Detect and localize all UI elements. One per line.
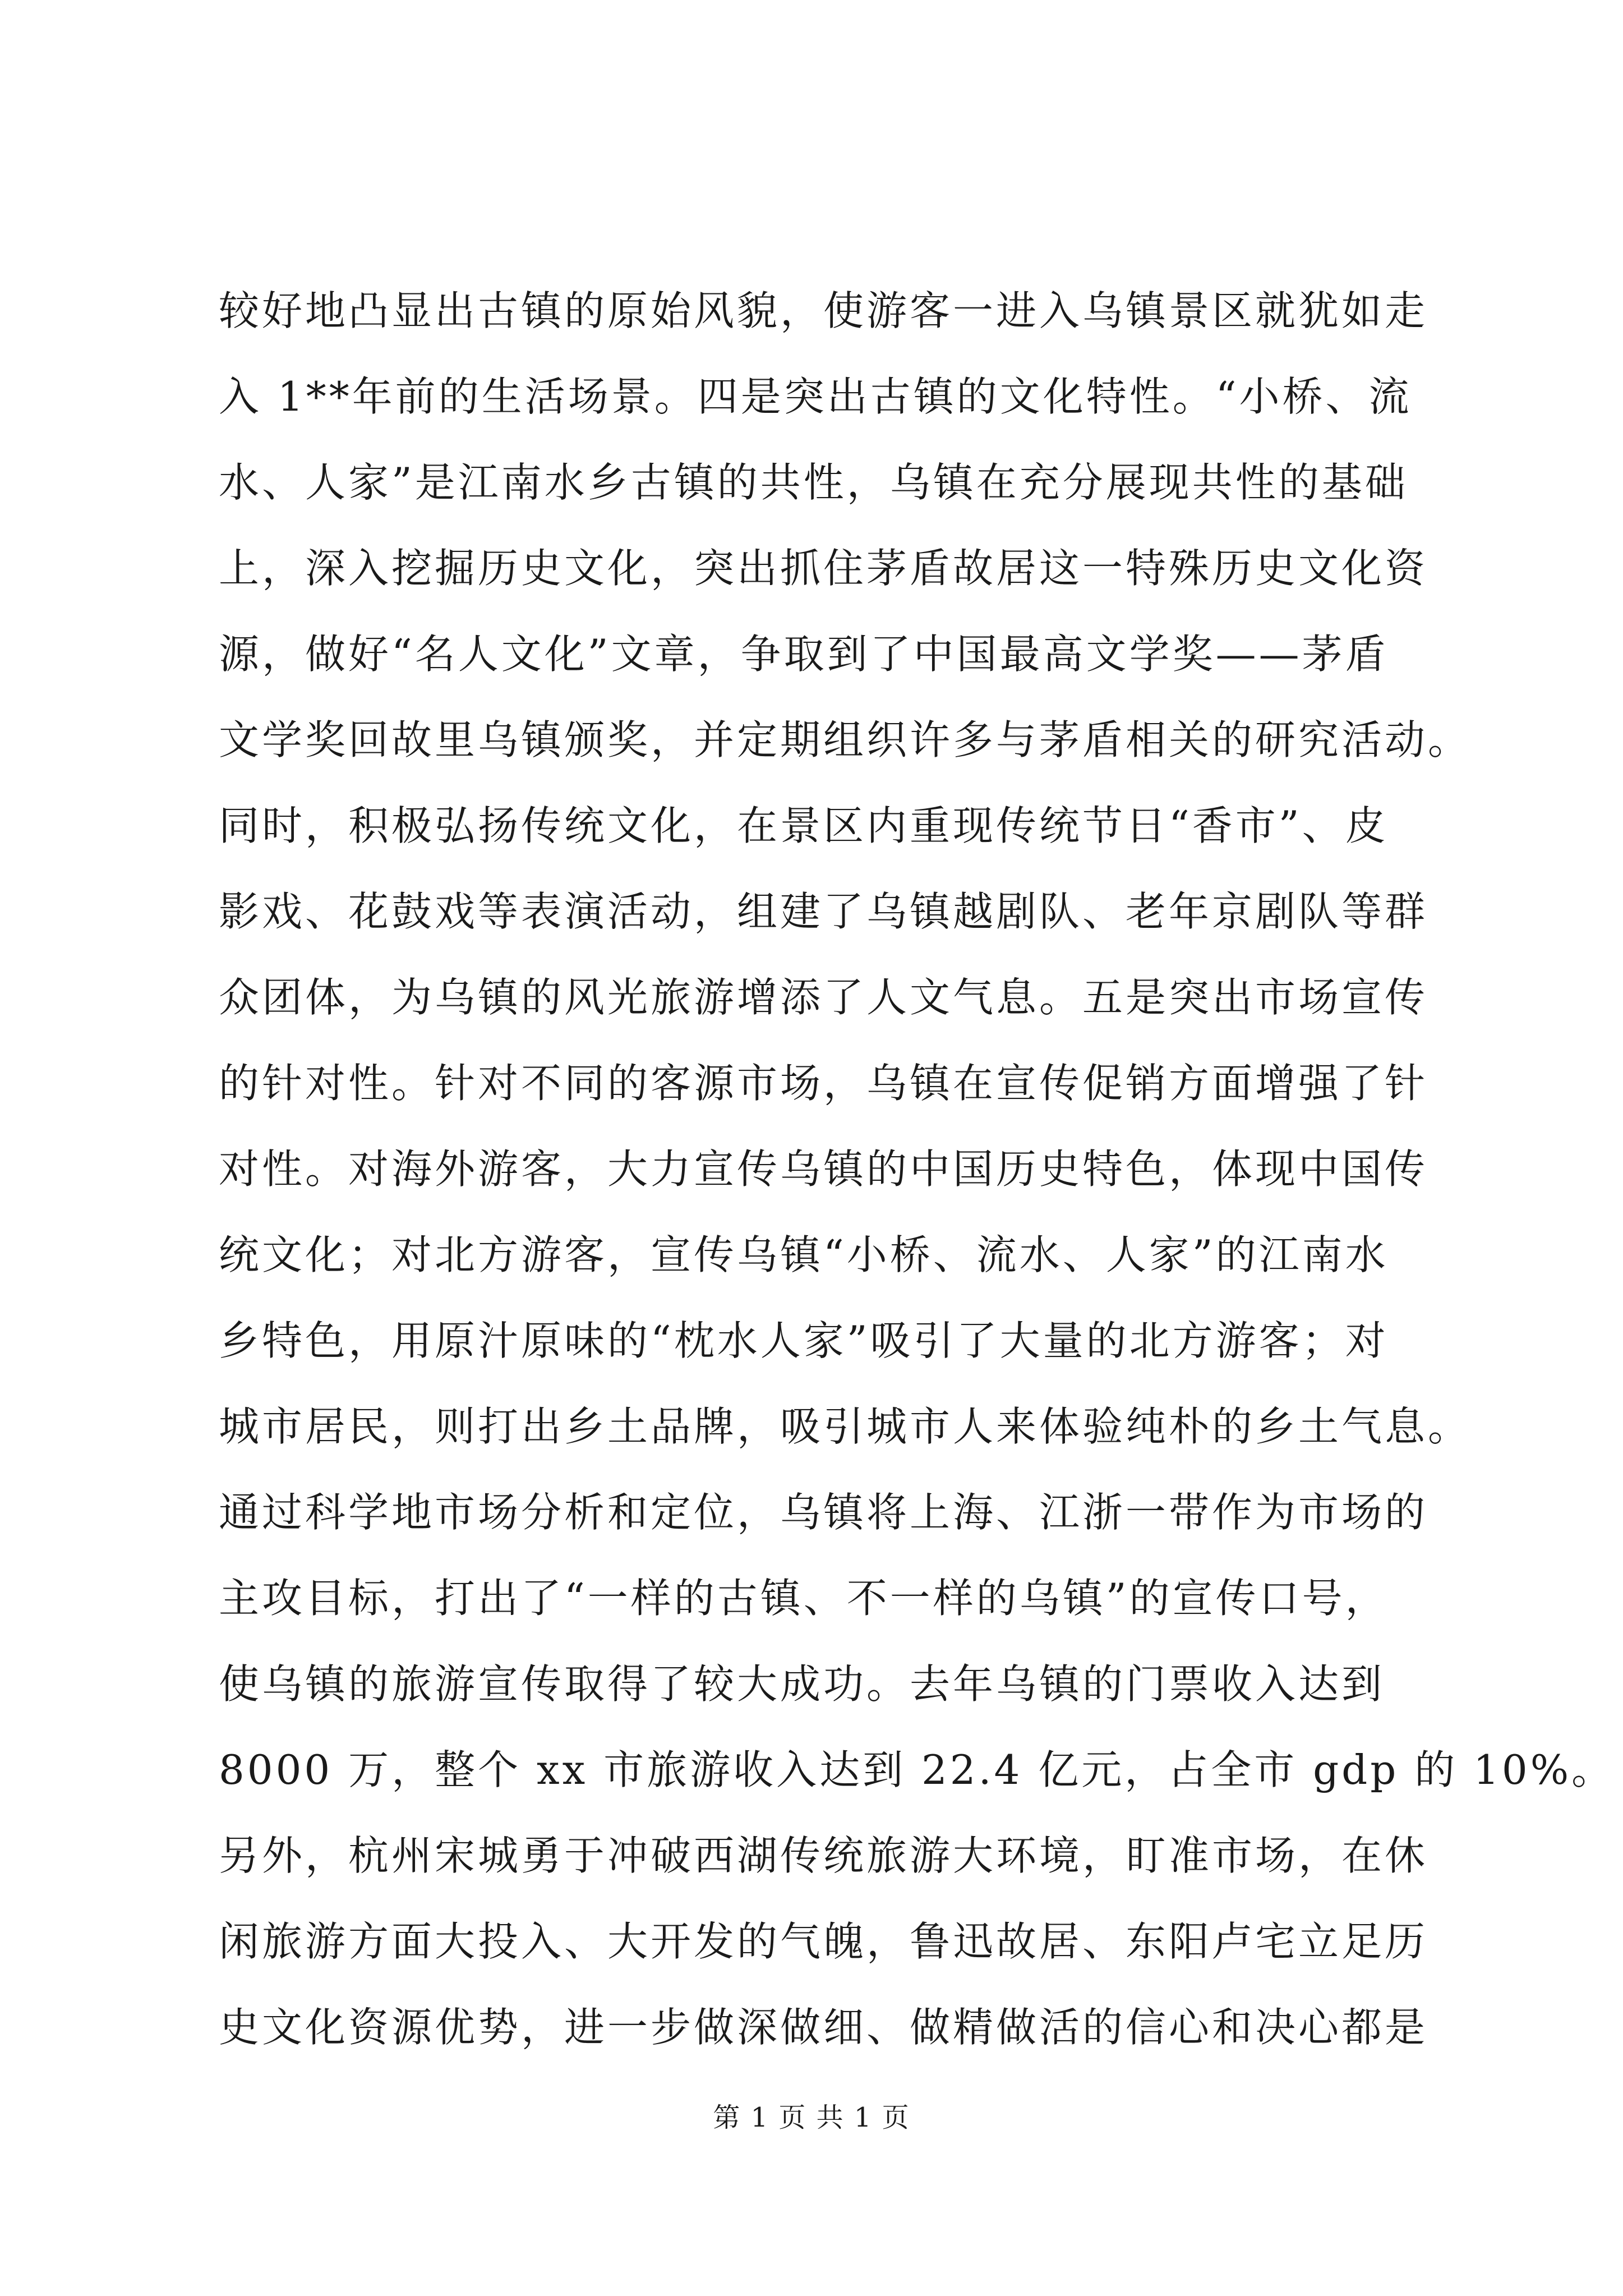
text-line: 另外，杭州宋城勇于冲破西湖传统旅游大环境，盯准市场，在休 (219, 1832, 1428, 1879)
text-line: 统文化；对北方游客，宣传乌镇“小桥、流水、人家”的江南水 (219, 1231, 1389, 1278)
text-line: 通过科学地市场分析和定位，乌镇将上海、江浙一带作为市场的 (219, 1489, 1428, 1536)
text-line: 对性。对海外游客，大力宣传乌镇的中国历史特色，体现中国传 (219, 1145, 1428, 1193)
text-line: 源，做好“名人文化”文章，争取到了中国最高文学奖——茅盾 (219, 631, 1389, 678)
page-number-label: 第 1 页 共 1 页 (713, 2102, 910, 2133)
text-line: 众团体，为乌镇的风光旅游增添了人文气息。五是突出市场宣传 (219, 974, 1428, 1021)
text-line: 主攻目标，打出了“一样的古镇、不一样的乌镇”的宣传口号， (219, 1575, 1389, 1622)
text-line: 使乌镇的旅游宣传取得了较大成功。去年乌镇的门票收入达到 (219, 1660, 1385, 1708)
text-line: 水、人家”是江南水乡古镇的共性，乌镇在充分展现共性的基础 (219, 459, 1408, 506)
text-line: 影戏、花鼓戏等表演活动，组建了乌镇越剧队、老年京剧队等群 (219, 888, 1428, 935)
page-footer (0, 2101, 1623, 2134)
text-line: 城市居民，则打出乡土品牌，吸引城市人来体验纯朴的乡土气息。 (219, 1403, 1472, 1450)
body-text (219, 268, 1615, 2070)
text-line: 乡特色，用原汁原味的“枕水人家”吸引了大量的北方游客；对 (219, 1317, 1389, 1364)
text-line: 8000 万，整个 xx 市旅游收入达到 22.4 亿元，占全市 gdp 的 10%。 (219, 1746, 1615, 1793)
text-line: 上，深入挖掘历史文化，突出抓住茅盾故居这一特殊历史文化资 (219, 545, 1428, 592)
text-line: 文学奖回故里乌镇颁奖，并定期组织许多与茅盾相关的研究活动。 (219, 716, 1472, 763)
text-line: 闲旅游方面大投入、大开发的气魄，鲁迅故居、东阳卢宅立足历 (219, 1918, 1428, 1965)
text-line: 同时，积极弘扬传统文化，在景区内重现传统节日“香市”、皮 (219, 802, 1389, 849)
text-line: 史文化资源优势，进一步做深做细、做精做活的信心和决心都是 (219, 2004, 1428, 2051)
text-line: 入 1**年前的生活场景。四是突出古镇的文化特性。“小桥、流 (219, 373, 1412, 420)
text-line: 的针对性。针对不同的客源市场，乌镇在宣传促销方面增强了针 (219, 1060, 1428, 1107)
text-line: 较好地凸显出古镇的原始风貌，使游客一进入乌镇景区就犹如走 (219, 287, 1428, 334)
